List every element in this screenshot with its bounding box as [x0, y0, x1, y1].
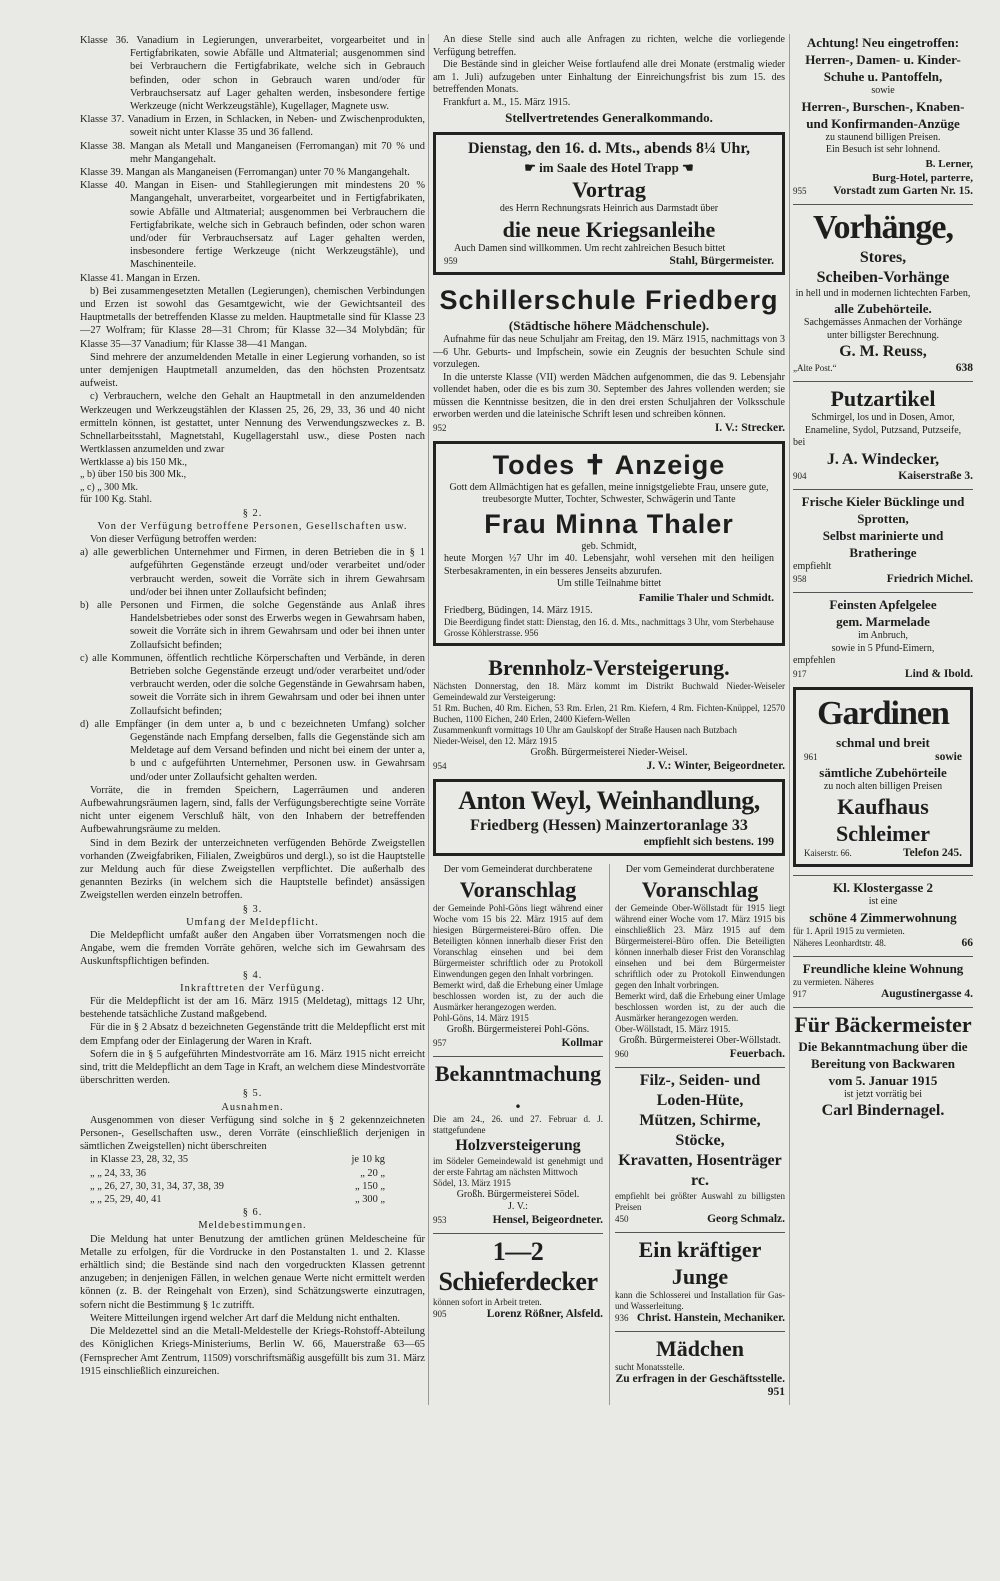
schleimer-curtains-ad	[793, 687, 973, 868]
heading: Für Bäckermeister	[794, 1011, 972, 1037]
signature-line	[433, 1214, 603, 1227]
text-line: § 2.	[242, 507, 263, 519]
decree-classes	[80, 34, 425, 1378]
heading: schmal und breit	[836, 734, 930, 750]
text-line: Friedberg, Büdingen, 14. März 1915.	[444, 604, 593, 616]
class-list: „ „ 24, 33, 36	[90, 1167, 146, 1179]
text-line: Wertklasse a) bis 150 Mk.,	[80, 456, 187, 468]
signature-line	[793, 470, 973, 483]
heading: Selbst marinierte und Bratheringe	[822, 527, 944, 560]
heading: Mützen, Schirme, Stöcke,	[639, 1111, 761, 1149]
windecker-ad	[793, 381, 973, 483]
ad-number: 954	[433, 760, 447, 771]
heading: Ein kräftiger Junge	[638, 1236, 762, 1289]
heading: (Städtische höhere Mädchenschule).	[508, 318, 710, 333]
ad-number: „Alte Post.“	[793, 363, 837, 373]
heading: Schillerschule Friedberg	[439, 285, 779, 315]
middle-split-left	[433, 864, 603, 1405]
heading: J. A. Windecker,	[826, 450, 940, 468]
heading: Mädchen	[656, 1335, 744, 1361]
text-line: „ c) „ 300 Mk.	[80, 481, 139, 493]
heading: Todes ✝ Anzeige	[492, 449, 726, 480]
heading: Vortrag	[572, 177, 646, 202]
ad-number: 960	[615, 1048, 629, 1059]
heading: Frau Minna Thaler	[484, 508, 734, 539]
signature: Georg Schmalz.	[707, 1212, 785, 1225]
text-line: geb. Schmidt,	[581, 540, 637, 552]
signature: sowie	[935, 750, 962, 763]
text-line: Gott dem Allmächtigen hat es gefallen, meine innigstgeliebte Frau, unsere gute, treubesorgte Mutter, Tochter, Schwester, Schwägerin und Tante	[449, 481, 769, 505]
signature-line	[615, 1312, 785, 1325]
text-line: heute Morgen ½7 Uhr im 40. Lebensjahr, wohl versehen mit den heiligen Sterbesakramenten, in ein besseres Jenseits abzurufen.	[444, 553, 774, 577]
text-line: Södel, 13. März 1915	[433, 1177, 511, 1188]
signature-line	[444, 836, 774, 849]
signature-line	[433, 1037, 603, 1050]
heading: gem. Marmelade	[836, 614, 930, 629]
ad-number: 953	[433, 1214, 447, 1225]
exemption-row	[80, 1167, 425, 1180]
text-line: Vorräte, die in fremden Speichern, Lagerräumen und anderen Aufbewahrungsräumen lagern, sind, falls der Verfügungsberechtigte seine Vorräte nicht unter eigenem Verschluß hält, von den Inhabern der betreffenden Aufbewahrungsräume zu melden.	[80, 784, 425, 836]
heading: Holzversteigerung	[455, 1136, 581, 1154]
class-list: „ „ 26, 27, 30, 31, 34, 37, 38, 39	[90, 1180, 224, 1192]
text-line: der Gemeinde Ober-Wöllstadt für 1915 liegt während einer Woche vom 17. März 1915 bis einschließlich 23. März 1915 auf dem Bürgermeisterei-Büro offen. Die Beteiligten können innerhalb dieser Frist den Voranschlag einsehen und bei dem Bürgermeister schriftlich oder zu Protokoll Einwendungen gegen den Inhalt vorbringen.	[615, 903, 785, 990]
lind-ibold-ad	[793, 592, 973, 681]
text-line: 51 Rm. Buchen, 40 Rm. Eichen, 53 Rm. Erlen, 21 Rm. Kiefern, 4 Rm. Fichten-Knüppel, 12570 Buchen, 1100 Eichen, 240 Erlen, 2400 Kiefern-Wellen	[433, 703, 785, 724]
text-line: Aufnahme für das neue Schuljahr am Freitag, den 19. März 1915, nachmittags von 3—6 Uhr. Geburts- und Impfschein, sowie ein Zeugnis der besuchten Schule sind vorzulegen.	[433, 334, 785, 370]
text-line: Großh. Bürgermeisterei Södel.	[456, 1188, 580, 1200]
signature: Kollmar	[561, 1036, 603, 1049]
signature-line	[793, 573, 973, 586]
maid-ad	[615, 1331, 785, 1399]
text-line: Schmirgel, los und in Dosen, Amor, Enameline, Sydol, Putzsand, Putzseife,	[804, 412, 962, 436]
text-line: Auch Damen sind willkommen. Um recht zahlreichen Besuch bittet	[454, 242, 726, 254]
ad-number: 450	[615, 1213, 629, 1224]
text-line: Großh. Bürgermeisterei Nieder-Weisel.	[530, 747, 688, 758]
decree-continuation	[433, 34, 785, 126]
text-line: können sofort in Arbeit treten.	[433, 1296, 542, 1307]
text-line: Nächsten Donnerstag, den 18. März kommt im Distrikt Buchwald Nieder-Weiseler Gemeindewald zur Versteigerung:	[433, 681, 785, 702]
text-line: Klasse 39. Mangan als Manganeisen (Ferromangan) unter 70 % Mangangehalt.	[80, 167, 410, 179]
middle-split-right	[609, 864, 785, 1405]
ad-number: 959	[444, 256, 458, 266]
text-line: empfiehlt bei größter Auswahl zu billigsten Preisen	[615, 1190, 785, 1212]
ad-number: 958	[793, 574, 807, 584]
signature-line	[615, 1048, 785, 1061]
signature-line	[804, 847, 962, 860]
heading: sämtliche Zubehörteile	[819, 764, 947, 780]
text-line: Klasse 37. Vanadium in Erzen, in Schlacken, in Neben- und Zwischenprodukten, soweit nicht unter Klasse 35 und 36 fallend.	[80, 114, 425, 139]
text-line: zu staunend billigen Preisen.	[825, 131, 941, 143]
text-line: In die unterste Klasse (VII) werden Mädchen aufgenommen, die das 9. Lebensjahr vollendet haben, oder die es bis zum 30. September des Jahres vollenden werden; sie müssen die Kenntnisse besitzen, die in den drei ersten Schuljahren der Volksschule erworben werden und die lateinische Schrift lesen und schreiben können.	[433, 371, 785, 420]
text-line: Nieder-Weisel, den 12. März 1915	[433, 736, 558, 746]
ad-number: 961	[804, 751, 818, 762]
weight-limit: „ 150 „	[354, 1180, 385, 1192]
text-line: für 100 Kg. Stahl.	[80, 494, 152, 505]
ad-number: 917	[793, 668, 807, 679]
text-line: der Gemeinde Pohl-Göns liegt während einer Woche vom 15 bis 22. März 1915 auf dem hiesigen Bürgermeisterei-Büro offen. Die Beteiligten können innerhalb dieser Frist den Voranschlag einsehen und bei dem Bürgermeister schriftlich oder zu Protokoll Einwendungen gegen den Inhalt vorbringen.	[433, 903, 603, 979]
text-line: Großh. Bürgermeisterei Pohl-Göns.	[446, 1024, 590, 1035]
heading: Friedberg (Hessen) Mainzertoranlage 33	[470, 816, 748, 834]
text-line: Sind in dem Bezirk der unterzeichneten verfügenden Behörde Zweigstellen vorhanden (Zweigfabriken, Filialen, Zweigbüros und dergl.), so ist die Hauptstelle zur Meldung auch für diese Zweigstellen verpflichtet. Die außerhalb des genannten Bezirks (in welchem sich die Hauptstelle befindet) ansässigen Zweigstellen werden einzeln betroffen.	[80, 837, 425, 902]
text-line: Umfang der Meldepflicht.	[186, 916, 319, 928]
signature: Stahl, Bürgermeister.	[669, 255, 774, 267]
heading: Frische Kieler Bücklinge und Sprotten,	[801, 493, 965, 526]
text-line: zu vermieten. Näheres	[793, 976, 874, 987]
text-line: ist jetzt vorrätig bei	[843, 1088, 923, 1100]
heading: Anton Weyl, Weinhandlung,	[458, 785, 760, 815]
heading: Bekanntmachung.	[434, 1060, 602, 1113]
signature-line	[433, 760, 785, 773]
ad-number: 905	[433, 1308, 447, 1319]
budget-ober-woellstadt	[615, 864, 785, 1061]
heading: Carl Bindernagel.	[821, 1102, 945, 1119]
heading: Herren-, Damen- u. Kinder-Schuhe u. Pantoffeln,	[805, 52, 961, 84]
heading: Gardinen	[817, 694, 949, 732]
text-line: Bemerkt wird, daß die Erhebung einer Umlage beschlossen worden ist, zu der auch die Ausmärker herangezogen werden.	[615, 991, 785, 1023]
class-list: „ „ 25, 29, 40, 41	[90, 1194, 162, 1206]
heading: Filz-, Seiden- und Loden-Hüte,	[639, 1071, 761, 1109]
heading: Brennholz-Versteigerung.	[488, 655, 730, 680]
heading: Stores,	[859, 248, 907, 266]
text-line: Familie Thaler und Schmidt.	[638, 591, 774, 604]
text-line: zu noch alten billigen Preisen	[823, 780, 943, 792]
signature-line	[793, 362, 973, 375]
text-line: c) alle Kommunen, öffentlich rechtliche Körperschaften und Verbände, in deren Betrieben solche Gegenstände erzeugt und/oder verarbeitet und/oder verbraucht werden, oder die solche Gegenstände in Gewahrsam haben, soweit die Vorräte sich in ihrem Gewahrsam und oder bei ihnen unter Zollaufsicht befinden;	[80, 652, 425, 717]
heading: G. M. Reuss,	[839, 343, 927, 360]
right-column-ads	[793, 34, 973, 1127]
exemption-row	[80, 1193, 425, 1206]
text-line: im Anbruch,	[858, 630, 908, 641]
signature-line	[615, 1373, 785, 1399]
signature: J. V.: Winter, Beigeordneter.	[646, 759, 785, 772]
text-line: Sind mehrere der anzumeldenden Metalle in einer Legierung vorhanden, so ist unter demjenigen Hauptmetall anzumelden, das den höchsten Prozentsatz aufweist.	[80, 351, 425, 390]
text-line: bei	[793, 437, 806, 448]
text-line: Für die Meldepflicht ist der am 16. März 1915 (Meldetag), mittags 12 Uhr, bestehende tatsächliche Zustand maßgebend.	[80, 996, 425, 1021]
text-line: Ein Besuch ist sehr lohnend.	[825, 144, 941, 155]
firewood-auction-ad	[433, 654, 785, 773]
heading: Kl. Klostergasse 2	[832, 880, 933, 895]
text-line: § 6.	[242, 1207, 263, 1219]
signature-line	[615, 1213, 785, 1226]
middle-column-top	[433, 34, 785, 856]
text-line: Die Meldezettel sind an die Metall-Meldestelle der Kriegs-Rohstoff-Abteilung des Königlichen Kriegs-Ministeriums, Berlin W. 66, Mauerstraße 63—65 (Fernsprecher Amt Zentrum, 11509) vorschriftsmäßig ausgefüllt bis zum 31. März 1915 einschließlich einzureichen.	[80, 1326, 425, 1377]
signature-line	[793, 937, 973, 950]
text-line: Die Beerdigung findet statt: Dienstag, den 16. d. Mts., nachmittags 3 Uhr, vom Sterbehause Grosse Köhlerstrasse. 956	[444, 617, 774, 638]
signature-line	[793, 185, 973, 198]
heading: Vorhänge,	[813, 208, 953, 246]
text-line: Pohl-Göns, 14. März 1915	[433, 1013, 529, 1023]
signature: Friedrich Michel.	[886, 573, 973, 585]
signature: Vorstadt zum Garten Nr. 15.	[833, 184, 973, 197]
roofer-ad	[433, 1233, 603, 1321]
text-line: Großh. Bürgermeisterei Ober-Wöllstadt.	[619, 1035, 781, 1046]
weight-limit: „ 20 „	[360, 1167, 385, 1179]
text-line: § 3.	[242, 903, 263, 915]
apprentice-ad	[615, 1232, 785, 1325]
text-line: Klasse 41. Mangan in Erzen.	[80, 272, 201, 284]
text-line: sowie in 5 Pfund-Eimern,	[831, 642, 935, 654]
text-line: Frankfurt a. M., 15. März 1915.	[443, 96, 571, 108]
signature: Augustinergasse 4.	[880, 987, 973, 1000]
text-line: in hell und in modernen lichtechten Farben,	[795, 287, 971, 299]
small-apartment-ad	[793, 956, 973, 1001]
text-line: sucht Monatsstelle.	[615, 1361, 685, 1372]
text-line: § 4.	[242, 969, 263, 981]
text-line: Die Meldung hat unter Benutzung der amtlichen grünen Meldescheine für Metalle zu erfolgen, für die Vordrucke in den Postanstalten 1. und 2. Klasse erhältlich sind; die Bestände sind nach den vorgedruckten Klassen getrennt anzugeben; in denjenigen Fällen, in welchen genaue Werte nicht ermittelt werden können (z. B. der Reingehalt von Erzen), sind Schätzungswerte einzutragen, sofern nicht die Bestimmung § 1c zutrifft.	[80, 1233, 425, 1311]
heading: ☛ im Saale des Hotel Trapp ☚	[524, 160, 694, 175]
text-line: Ausgenommen von dieser Verfügung sind solche in § 2 gekennzeichneten Personen-, Gesellschaften usw., deren Vorräte (einschließlich derjenigen in sämtlichen Zweigstellen) nicht überschreiten	[80, 1114, 425, 1153]
text-line: „ b) über 150 bis 300 Mk.,	[80, 469, 187, 480]
heading: Kaufhaus Schleimer	[835, 794, 931, 846]
signature: 638	[955, 362, 973, 374]
heading: Die Bekanntmachung über die Bereitung von Backwaren	[798, 1038, 968, 1071]
text-line: b) Bei zusammengesetzten Metallen (Legierungen), chemischen Verbindungen und Erzen ist sowohl das Gesamtgewicht, wie der Gewichtsanteil des Hauptmetalls der betreffenden Klasse zu melden. Hauptmetalle sind für Klasse 23—27 Wolfram; für Klasse 28—31 Chrom; für Klasse 32—34 Molybdän; für Klasse 35—37 Vanadium; für Klasse 38—41 Mangan.	[80, 285, 425, 350]
signature: Kaiserstraße 3.	[898, 469, 973, 482]
budget-pohl-goens	[433, 864, 603, 1050]
text-line: Klasse 40. Mangan in Eisen- und Stahllegierungen mit mindestens 20 % Mangangehalt, unverarbeitet, vorgearbeitet und in Fertigfabrikaten, sowie Abfälle und Altmaterial; ausgenommen bei Verbrauchern die Fertigfabrikate, welche sich in Gebrauch befinden, oder schon waren und/oder für Verbrauchsersatz auf Lager gehalten werden, insbesondere fertige Werkzeuge (nicht Werkzeugstähle), und Maschinenteile.	[80, 180, 425, 271]
middle-column-ads	[428, 34, 790, 1405]
text-line: b) alle Personen und Firmen, die solche Gegenstände aus Anlaß ihres Handelsbetriebes oder sonst des Erwerbs wegen in Gewahrsam haben, soweit die Vorräte sich in ihrem Gewahrsam und oder bei ihnen unter Zollaufsicht befinden;	[80, 599, 425, 651]
weight-limit: „ 300 „	[354, 1194, 385, 1206]
text-line: Die Bestände sind in gleicher Weise fortlaufend alle drei Monate (erstmalig wieder am 1. Juli) aufzugeben unter Einhaltung der Einreichungsfrist bis zum 15. des betreffenden Monats.	[433, 59, 785, 95]
text-line: Burg-Hotel, parterre,	[872, 171, 973, 184]
signature: Feuerbach.	[729, 1047, 785, 1060]
heading: Feinsten Apfelgelee	[829, 597, 937, 612]
weight-limit: je 10 kg	[351, 1154, 385, 1166]
signature: Telefon 245.	[903, 847, 962, 859]
ad-number: 955	[793, 185, 807, 196]
text-line: Die am 24., 26. und 27. Februar d. J. stattgefundene	[433, 1113, 603, 1135]
text-line: Von dieser Verfügung betroffen werden:	[90, 533, 257, 545]
text-line: ist eine	[868, 896, 898, 907]
schillerschule-ad	[433, 283, 785, 435]
signature: empfiehlt sich bestens. 199	[643, 835, 774, 848]
text-line: § 5.	[242, 1088, 263, 1100]
class-list: in Klasse 23, 28, 32, 35	[90, 1154, 189, 1166]
heading: alle Zubehörteile.	[834, 301, 932, 316]
heading: Scheiben-Vorhänge	[816, 268, 950, 286]
signature-line	[804, 751, 962, 764]
text-line: des Herrn Rechnungsrats Heinrich aus Darmstadt über	[499, 203, 719, 214]
apartment-ad	[793, 875, 973, 950]
ad-number: 952	[433, 422, 447, 433]
text-line: Zusammenkunft vormittags 10 Uhr am Gaulskopf der Straße Hausen nach Butzbach	[433, 725, 737, 735]
ad-number: 917	[793, 988, 807, 999]
signature-line	[793, 988, 973, 1001]
ad-number: 957	[433, 1037, 447, 1048]
heading: schöne 4 Zimmerwohnung	[809, 909, 957, 925]
signature-line	[433, 1308, 603, 1321]
reuss-curtains-ad	[793, 204, 973, 376]
heading: vom 5. Januar 1915	[828, 1072, 938, 1088]
ad-number: 936	[615, 1312, 629, 1323]
exemption-row	[80, 1180, 425, 1193]
text-line: d) alle Empfänger (in dem unter a, b und c bezeichneten Umfang) solcher Gegenstände nach Empfang derselben, falls die Gegenstände sich am Meldetage auf dem Versand befinden und nicht bei einem der unter a, b und c aufgeführten Unternehmer, Personen usw. in Gewahrsam und/oder unter Zollaufsicht gehalten werden.	[80, 718, 425, 783]
text-line: für 1. April 1915 zu vermieten.	[793, 925, 905, 936]
text-line: Ober-Wöllstadt, 15. März 1915.	[615, 1024, 731, 1034]
text-line: Sachgemässes Anmachen der Vorhänge unter billigster Berechnung.	[803, 317, 963, 341]
text-line: Die Meldepflicht umfaßt außer den Angaben über Vorratsmengen noch die Angabe, wem die fremden Vorräte gehören, welche sich im Gewahrsam des Auskunftspflichtigen befinden.	[80, 930, 425, 968]
heading: Achtung! Neu eingetroffen:	[806, 35, 960, 50]
heading: die neue Kriegsanleihe	[502, 216, 716, 242]
signature: Christ. Hanstein, Mechaniker.	[636, 1311, 785, 1324]
text-line: empfehlen	[793, 655, 836, 666]
lecture-ad	[433, 132, 785, 275]
ad-number: Kaiserstr. 66.	[804, 848, 852, 858]
ad-number: Näheres Leonhardtstr. 48.	[793, 937, 886, 948]
text-line: An diese Stelle sind auch alle Anfragen zu richten, welche die vorliegende Verfügung betreffen.	[433, 34, 785, 58]
text-line: c) Verbrauchern, welche den Gehalt an Hauptmetall in den anzumeldenden Werkzeugen und Werkzeugstählen der Klassen 25, 26, 29, 33, 36 und 40 nicht ermitteln können, ist gestattet, unter Nennung des Verwendungszweckes z. B. Schnellarbeitsstahl, Magnetstahl, Kugellagerstahl usw., diese Posten nach Wertklassen anzumelden und zwar	[80, 391, 425, 456]
text-line: Für die in § 2 Absatz d bezeichneten Gegenstände tritt die Meldepflicht erst mit dem Empfang oder der Einlagerung der Waren in Kraft.	[80, 1022, 425, 1047]
signature: Lorenz Rößner, Alsfeld.	[486, 1307, 603, 1320]
ad-number: 904	[793, 470, 807, 481]
wood-auction-soedel	[433, 1056, 603, 1227]
text-line: Sofern die in § 5 aufgeführten Mindestvorräte am 16. März 1915 nicht erreicht sind, tritt die Meldepflicht an dem Tage in Kraft, an welchem diese Mindestvorräte überschritten werden.	[80, 1048, 425, 1087]
anton-weyl-ad	[433, 779, 785, 856]
text-line: J. V.:	[508, 1201, 528, 1212]
text-line: Der vom Gemeinderat durchberatene	[443, 863, 593, 875]
text-line: Meldebestimmungen.	[198, 1220, 307, 1232]
heading: Voranschlag	[459, 877, 577, 902]
text-line: sowie	[871, 85, 895, 96]
heading: Kravatten, Hosenträger rc.	[618, 1151, 782, 1189]
text-line: Bemerkt wird, daß die Erhebung einer Umlage beschlossen worden ist, zu der auch die Ausmärker herangezogen werden.	[433, 980, 603, 1012]
signature-line	[433, 422, 785, 435]
text-line: a) alle gewerblichen Unternehmer und Firmen, in deren Betrieben die in § 1 aufgeführten Gegenstände erzeugt und/oder verarbeitet und/oder verbraucht werden, soweit die Vorräte sich in ihrem Gewahrsam und/oder bei ihnen unter Zollaufsicht befinden;	[80, 547, 425, 598]
heading: Dienstag, den 16. d. Mts., abends 8¼ Uhr,	[467, 140, 751, 157]
left-column-decree	[80, 34, 425, 1384]
text-line: empfiehlt	[793, 560, 832, 572]
text-line: Ausnahmen.	[221, 1101, 284, 1113]
bindernagel-ad	[793, 1007, 973, 1122]
text-line: Klasse 38. Mangan als Metall und Manganeisen (Ferromangan) mit 70 % und mehr Mangangehalt.	[80, 140, 425, 165]
exemption-row	[80, 1153, 425, 1166]
signature: 66	[961, 936, 973, 949]
text-line: Weitere Mitteilungen irgend welcher Art darf die Meldung nicht enthalten.	[90, 1312, 401, 1324]
signature-line	[444, 255, 774, 268]
death-notice	[433, 441, 785, 647]
michel-fish-ad	[793, 489, 973, 587]
heading: Freundliche kleine Wohnung	[802, 960, 964, 976]
middle-split-columns	[433, 864, 785, 1405]
lerner-shoes-ad	[793, 34, 973, 198]
text-line: B. Lerner,	[925, 157, 973, 170]
signature: I. V.: Strecker.	[714, 421, 785, 434]
text-line: kann die Schlosserei und Installation für Gas- und Wasserleitung.	[615, 1289, 785, 1311]
text-line: Klasse 36. Vanadium in Legierungen, unverarbeitet, vorgearbeitet und in Fertigfabrikaten, sowie Abfälle und Altmaterial; ausgenommen sind bei Verbrauchern die Fertigfabrikate, welche sich in Gebrauch befinden, oder schon in Gebrauch waren und/oder für Verbrauchsersatz auf Lager gehalten werden, insbesondere fertige Werkzeuge (nicht Werkzeugstähle), Kugellager, Magnete usw.	[80, 35, 425, 113]
signature: Zu erfragen in der Geschäftsstelle. 951	[615, 1372, 785, 1398]
heading: Voranschlag	[641, 877, 759, 902]
heading: 1—2 Schieferdecker	[438, 1236, 598, 1296]
signature-line	[793, 668, 973, 681]
hats-ad	[615, 1067, 785, 1226]
heading: Stellvertretendes Generalkommando.	[505, 110, 713, 125]
signature: Lind & Ibold.	[904, 667, 973, 680]
text-line: Von der Verfügung betroffene Personen, Gesellschaften usw.	[97, 520, 408, 532]
text-line: Der vom Gemeinderat durchberatene	[625, 863, 775, 875]
heading: Herren-, Burschen-, Knaben- und Konfirmanden-Anzüge	[801, 98, 965, 131]
text-line: im Södeler Gemeindewald ist genehmigt und der erste Fahrtag am nächsten Mittwoch	[433, 1155, 603, 1177]
heading: Putzartikel	[830, 386, 936, 411]
text-line: Inkrafttreten der Verfügung.	[180, 982, 325, 994]
signature: Hensel, Beigeordneter.	[492, 1213, 603, 1226]
text-line: Um stille Teilnahme bittet	[556, 578, 662, 589]
